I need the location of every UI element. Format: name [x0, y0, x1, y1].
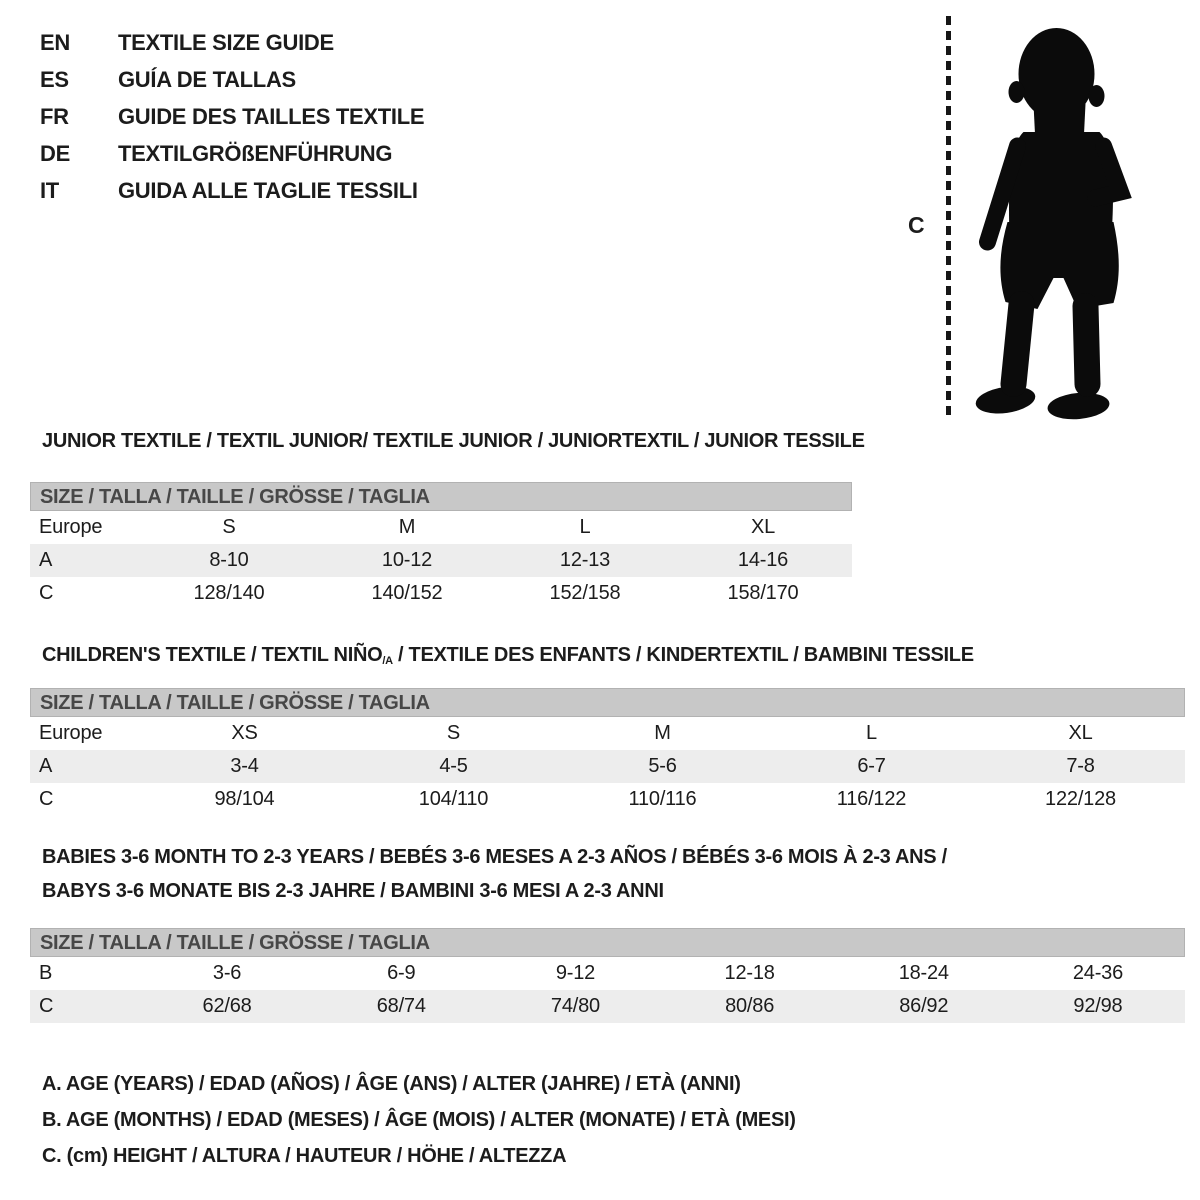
- table-cell: 9-12: [555, 962, 596, 984]
- table-cell: 128/140: [193, 582, 265, 604]
- row-label: Europe: [39, 516, 103, 538]
- table-cell: 62/68: [202, 995, 252, 1017]
- table-cell: XL: [1068, 722, 1093, 744]
- table-row: [30, 750, 1185, 783]
- table-cell: L: [866, 722, 877, 744]
- language-row: [40, 98, 424, 135]
- legend-line-a: A. AGE (YEARS) / EDAD (AÑOS) / ÂGE (ANS) / ALTER (JAHRE) / ETÀ (ANNI): [42, 1073, 741, 1095]
- children-heading-pre: CHILDREN'S TEXTILE / TEXTIL NIÑO: [42, 644, 383, 666]
- legend-line-b: B. AGE (MONTHS) / EDAD (MESES) / ÂGE (MOIS) / ALTER (MONATE) / ETÀ (MESI): [42, 1109, 796, 1131]
- language-list: [40, 24, 424, 209]
- row-label: C: [39, 995, 54, 1017]
- babies-heading-line1: BABIES 3-6 MONTH TO 2-3 YEARS / BEBÉS 3-6 MESES A 2-3 AÑOS / BÉBÉS 3-6 MOIS À 2-3 ANS /: [42, 846, 947, 868]
- language-code: EN: [40, 30, 70, 55]
- table-cell: 74/80: [550, 995, 600, 1017]
- table-row: [30, 577, 852, 610]
- table-cell: 10-12: [381, 549, 433, 571]
- table-cell: 8-10: [209, 549, 249, 571]
- language-title: GUÍA DE TALLAS: [118, 67, 296, 92]
- table-row: [30, 783, 1185, 816]
- language-title: GUIDE DES TAILLES TEXTILE: [118, 104, 425, 129]
- table-cell: 6-9: [387, 962, 416, 984]
- table-cell: S: [446, 722, 461, 744]
- language-title: TEXTILGRÖßENFÜHRUNG: [118, 141, 393, 166]
- children-size-table: [30, 688, 1185, 816]
- table-cell: 4-5: [439, 755, 468, 777]
- table-cell: XL: [750, 516, 776, 538]
- table-cell: 24-36: [1072, 962, 1124, 984]
- table-cell: 6-7: [857, 755, 886, 777]
- size-header-bar: SIZE / TALLA / TAILLE / GRÖSSE / TAGLIA: [30, 482, 852, 511]
- table-cell: M: [654, 722, 671, 744]
- size-header-bar: SIZE / TALLA / TAILLE / GRÖSSE / TAGLIA: [30, 928, 1185, 957]
- table-cell: L: [579, 516, 591, 538]
- height-label-c: C: [908, 212, 925, 238]
- toddler-silhouette-icon: [962, 12, 1140, 420]
- table-cell: 116/122: [836, 788, 907, 810]
- language-row: [40, 61, 424, 98]
- table-cell: XS: [231, 722, 258, 744]
- table-cell: 92/98: [1073, 995, 1123, 1017]
- language-row: [40, 135, 424, 172]
- row-label: A: [39, 755, 53, 777]
- table-cell: 3-6: [212, 962, 242, 984]
- language-title: GUIDA ALLE TAGLIE TESSILI: [118, 178, 418, 203]
- babies-section-heading: [42, 846, 947, 903]
- table-cell: 14-16: [737, 549, 789, 571]
- table-cell: 7-8: [1066, 755, 1095, 777]
- junior-size-table: [30, 482, 852, 610]
- row-label: Europe: [39, 722, 103, 744]
- table-cell: 68/74: [376, 995, 426, 1017]
- row-label: B: [39, 962, 53, 984]
- legend: [42, 1066, 796, 1174]
- table-cell: 104/110: [418, 788, 489, 810]
- babies-heading-line2: BABYS 3-6 MONATE BIS 2-3 JAHRE / BAMBINI 3-6 MESI A 2-3 ANNI: [42, 880, 664, 902]
- language-row: [40, 172, 424, 209]
- row-label: A: [39, 549, 53, 571]
- table-row: [30, 990, 1185, 1023]
- table-cell: M: [398, 516, 416, 538]
- junior-section-heading: JUNIOR TEXTILE / TEXTIL JUNIOR/ TEXTILE JUNIOR / JUNIORTEXTIL / JUNIOR TESSILE: [42, 430, 865, 452]
- table-cell: 3-4: [230, 755, 259, 777]
- language-code: FR: [40, 104, 69, 129]
- table-cell: 110/116: [628, 788, 697, 810]
- language-row: [40, 24, 424, 61]
- children-heading-post: / TEXTILE DES ENFANTS / KINDERTEXTIL / BAMBINI TESSILE: [392, 644, 974, 666]
- row-label: C: [39, 582, 54, 604]
- language-code: ES: [40, 67, 69, 92]
- language-title: TEXTILE SIZE GUIDE: [118, 30, 334, 55]
- table-row: [30, 717, 1185, 750]
- table-cell: 80/86: [725, 995, 775, 1017]
- height-dotted-line: [946, 16, 951, 416]
- table-cell: S: [222, 516, 236, 538]
- children-section-heading: [42, 644, 974, 667]
- size-header-bar: SIZE / TALLA / TAILLE / GRÖSSE / TAGLIA: [30, 688, 1185, 717]
- table-row: [30, 957, 1185, 990]
- table-cell: 122/128: [1045, 788, 1116, 810]
- table-cell: 152/158: [549, 582, 621, 604]
- table-cell: 140/152: [371, 582, 443, 604]
- table-cell: 12-13: [559, 549, 611, 571]
- table-row: [30, 511, 852, 544]
- language-code: IT: [40, 178, 59, 203]
- table-cell: 158/170: [727, 582, 799, 604]
- language-code: DE: [40, 141, 70, 166]
- table-cell: 5-6: [648, 755, 677, 777]
- children-heading-subscript: /A: [382, 654, 393, 667]
- table-cell: 86/92: [899, 995, 949, 1017]
- table-cell: 98/104: [214, 788, 275, 810]
- legend-line-c: C. (cm) HEIGHT / ALTURA / HAUTEUR / HÖHE / ALTEZZA: [42, 1145, 567, 1167]
- table-cell: 18-24: [898, 962, 949, 984]
- table-row: [30, 544, 852, 577]
- row-label: C: [39, 788, 54, 810]
- table-cell: 12-18: [724, 962, 775, 984]
- babies-size-table: [30, 928, 1185, 1023]
